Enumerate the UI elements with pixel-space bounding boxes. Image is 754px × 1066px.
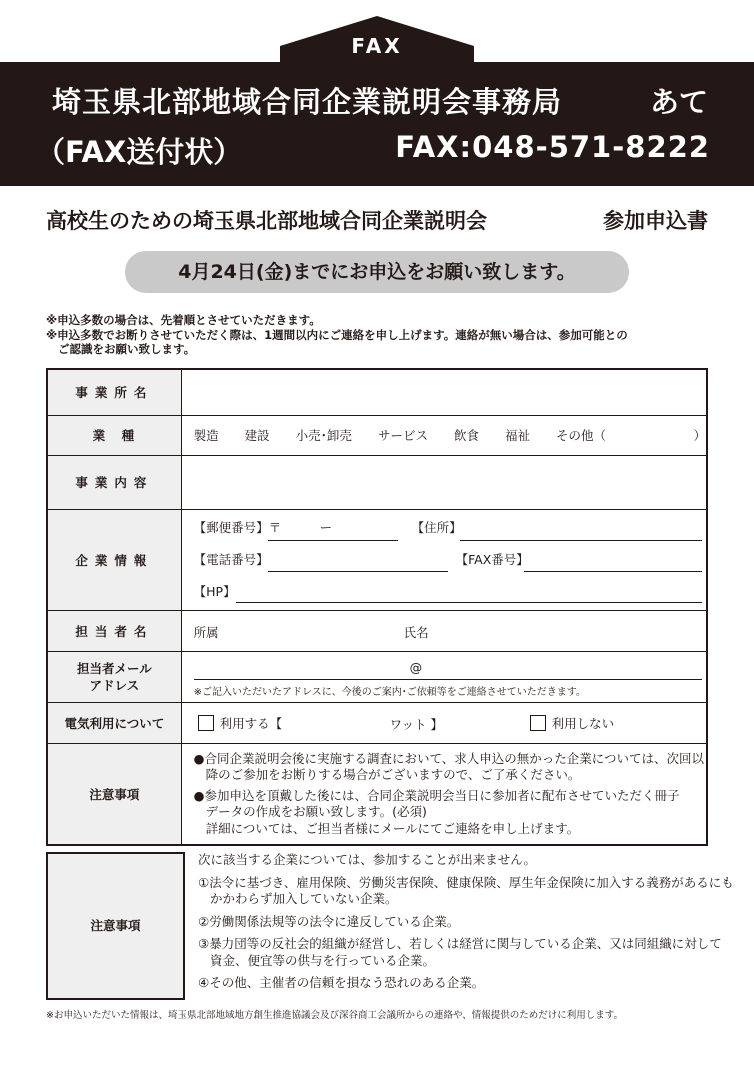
affiliation-label: 所属 (193, 624, 219, 640)
industry-construction[interactable]: 建設 (244, 428, 270, 443)
eligibility-text: 次に該当する企業については、参加することが出来ません。 ①法令に基づき、雇用保険、労働災害保険、健康保険、厚生年金保険に加入する義務があるにも かかわらず加入していない企業。 ②労働関係法規等の法令に違反している企業。 ③暴力団等の反社会的組織が経営し、若しくは経営に関与している企業、又は同組織に対して 資金、便宜等の供与を行っている企業。 ④その他、主催者の信頼を損なう恐れのある企業。 (198, 852, 734, 990)
address-label: 【住所】 (411, 519, 462, 535)
header-banner (0, 62, 754, 186)
address-field[interactable] (460, 540, 702, 541)
power-use-checkbox[interactable] (198, 715, 214, 731)
postal-label: 【郵便番号】〒 (193, 519, 282, 535)
header-fax-cover: （FAX送付状） (36, 135, 243, 169)
business-field[interactable] (181, 455, 707, 509)
business-label: 事業内容 (47, 455, 181, 509)
note-1: ※申込多数の場合は、先着順とさせていただきます。 (46, 313, 321, 327)
footer-note: ※お申込いただいた情報は、埼玉県北部地域地方創生推進協議会及び深谷商工会議所からの連絡や、情報提供のためだけに利用します。 (46, 1010, 624, 1021)
power-unit: ワット 】 (389, 716, 443, 732)
note-3: ご認識をお願い致します。 (58, 342, 196, 356)
eligibility-label: 注意事項 (46, 852, 185, 1000)
email-label: 担当者メール アドレス (47, 651, 181, 702)
industry-label: 業 種 (47, 415, 181, 455)
header-organizer: 埼玉県北部地域合同企業説明会事務局 (52, 85, 563, 119)
industry-retail[interactable]: 小売･卸売 (295, 428, 352, 443)
caution-label: 注意事項 (47, 743, 181, 845)
contact-fields (181, 610, 707, 651)
industry-food[interactable]: 飲食 (453, 428, 479, 443)
email-at: @ (409, 659, 423, 675)
application-form (46, 368, 708, 846)
phone-label: 【電話番号】 (193, 551, 269, 567)
power-label: 電気利用について (47, 702, 181, 743)
header-atte: あて (649, 85, 708, 119)
industry-other[interactable]: その他（ ） (555, 428, 706, 443)
notes (46, 313, 716, 357)
phone-field[interactable] (268, 571, 448, 572)
header-fax-number: FAX:048-571-8222 (395, 130, 710, 164)
email-fields (181, 651, 707, 702)
fax-tag: FAX (351, 34, 403, 58)
email-note: ※ご記入いただいたアドレスに、今後のご案内･ご依頼等をご連絡させていただきます。 (193, 686, 586, 698)
postal-field[interactable] (268, 540, 398, 541)
power-use-label: 利用する【 (219, 715, 283, 731)
industry-manufacturing[interactable]: 製造 (193, 428, 219, 443)
office-name-field[interactable] (181, 369, 707, 415)
industry-options (181, 415, 707, 455)
postal-dash: ー (319, 519, 333, 535)
page-title-suffix: 参加申込書 (603, 209, 708, 233)
contact-label: 担当者名 (47, 610, 181, 651)
deadline-pill: 4月24日(金)までにお申込をお願い致します。 (125, 251, 629, 293)
industry-service[interactable]: サービス (377, 428, 428, 443)
fax-label: 【FAX番号】 (455, 551, 529, 567)
power-nouse-label: 利用しない (551, 715, 615, 731)
email-field[interactable] (194, 679, 702, 680)
hp-label: 【HP】 (193, 583, 236, 599)
company-info-fields (181, 509, 707, 610)
hp-field[interactable] (236, 602, 702, 603)
office-name-label: 事業所名 (47, 369, 181, 415)
caution-text: ●合同企業説明会後に実施する調査において、求人申込の無かった企業については、次回以 降のご参加をお断りする場合がございますので、ご了承ください。 ●参加申込を頂戴した後には、合同企業説明会当日に参加者に配布させていただく冊子 データの作成をお願い致します。(必須) 詳細については、ご担当者様にメールにてご連絡を申し上げます。 (181, 743, 707, 845)
name-label: 氏名 (403, 624, 429, 640)
page-title: 高校生のための埼玉県北部地域合同企業説明会 (46, 209, 487, 233)
eligibility-notice (46, 852, 734, 998)
company-info-label: 企業情報 (47, 509, 181, 610)
industry-welfare[interactable]: 福祉 (504, 428, 530, 443)
power-fields (181, 702, 707, 743)
note-2: ※申込多数でお断りさせていただく際は、1週間以内にご連絡を申し上げます。連絡が無い場合は、参加可能との (46, 327, 628, 342)
power-nouse-checkbox[interactable] (530, 715, 546, 731)
fax-field[interactable] (524, 571, 702, 572)
